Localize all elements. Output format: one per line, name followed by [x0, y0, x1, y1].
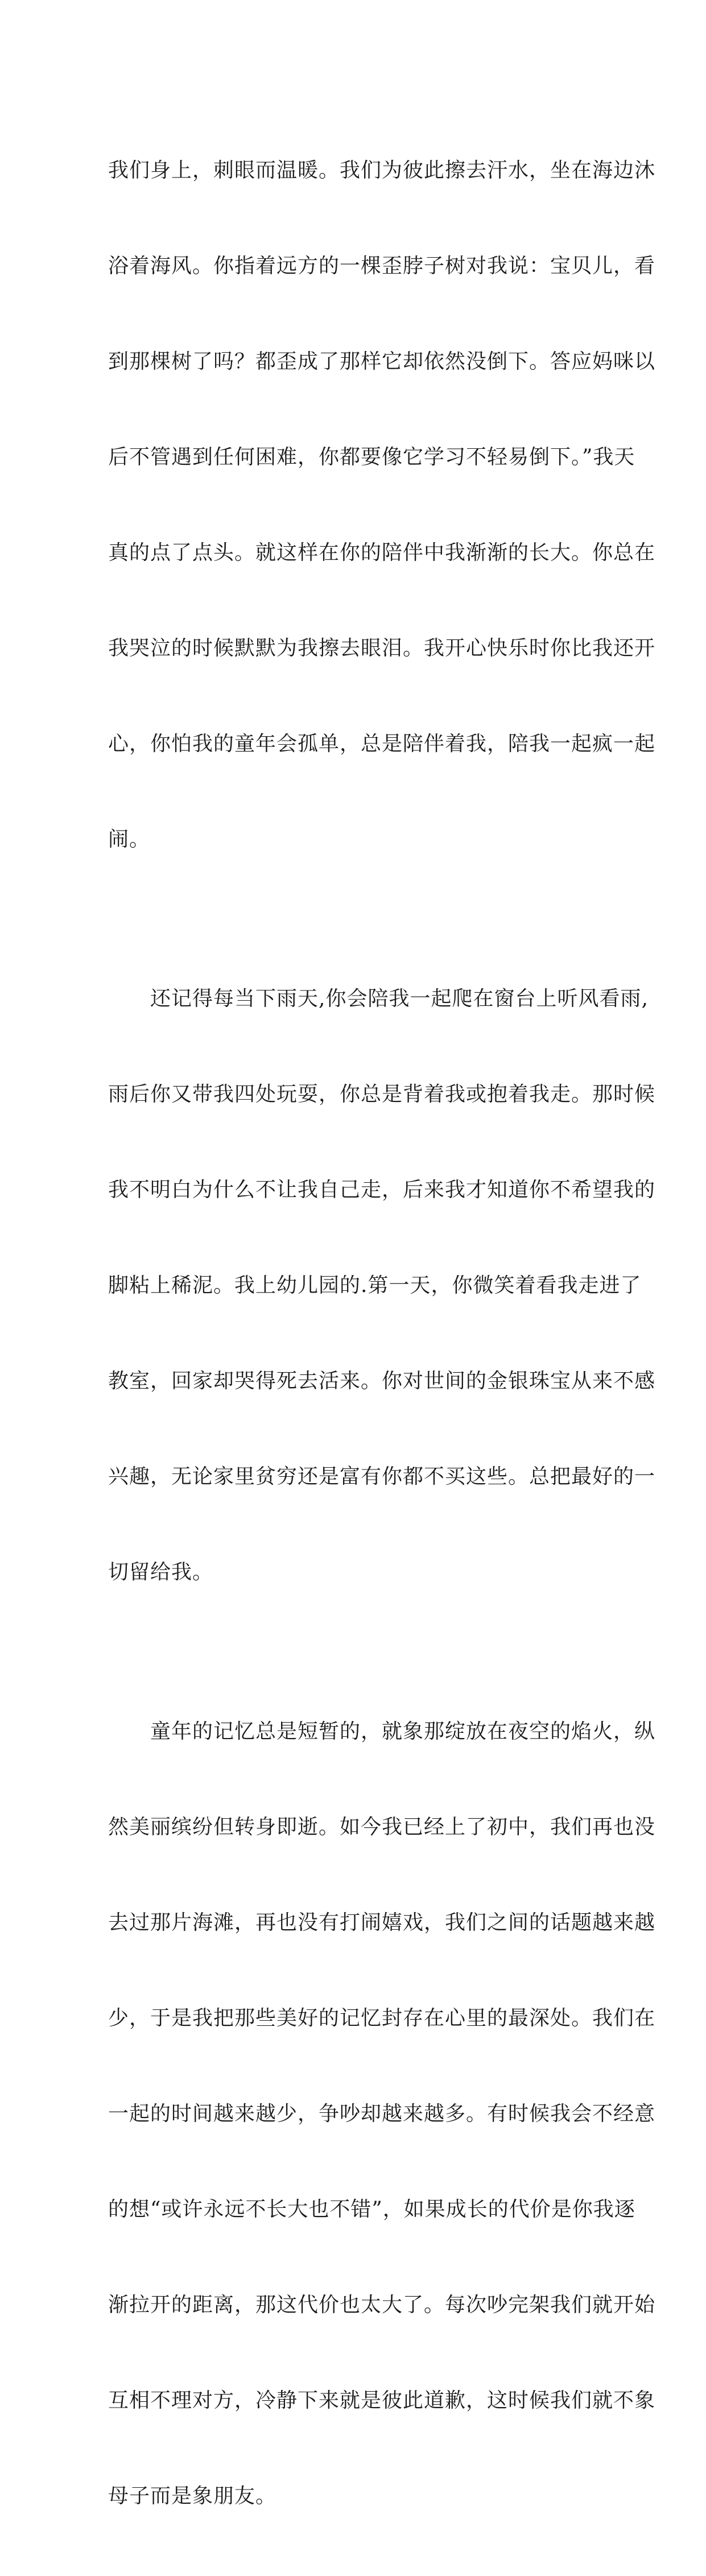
text-line: 我们身上，刺眼而温暖。我们为彼此擦去汗水，坐在海边沐 [108, 159, 656, 182]
text-line: 脚粘上稀泥。我上幼儿园的.第一天，你微笑着看我走进了 [108, 1274, 642, 1297]
text-line: 后不管遇到任何困难，你都要像它学习不轻易倒下。”我天 [108, 445, 635, 469]
text-line: 我哭泣的时候默默为我擦去眼泪。我开心快乐时你比我还开 [108, 637, 656, 660]
text-line: 渐拉开的距离，那这代价也太大了。每次吵完架我们就开始 [108, 2293, 656, 2317]
paragraph-2 [108, 919, 656, 1652]
text-line: 教室，回家却哭得死去活来。你对世间的金银珠宝从来不感 [108, 1369, 656, 1393]
text-line: 兴趣，无论家里贫穷还是富有你都不买这些。总把最好的一 [108, 1465, 656, 1488]
text-line: 心，你怕我的童年会孤单，总是陪伴着我，陪我一起疯一起 [108, 732, 656, 756]
text-line: 还记得每当下雨天,你会陪我一起爬在窗台上听风看雨, [108, 987, 649, 1010]
essay-body [108, 91, 656, 2576]
text-line: 互相不理对方，冷静下来就是彼此道歉，这时候我们就不象 [108, 2389, 656, 2412]
text-line: 切留给我。 [108, 1561, 214, 1584]
text-line: 雨后你又带我四处玩耍，你总是背着我或抱着我走。那时候 [108, 1083, 656, 1106]
paragraph-3 [108, 1652, 656, 2576]
text-line: 的想“或许永远不长大也不错”，如果成长的代价是你我逐 [108, 2198, 635, 2221]
text-line: 母子而是象朋友。 [108, 2484, 277, 2508]
text-line: 少，于是我把那些美好的记忆封存在心里的最深处。我们在 [108, 2007, 656, 2030]
text-line: 童年的记忆总是短暂的，就象那绽放在夜空的焰火，纵 [108, 1720, 656, 1743]
text-line: 真的点了点头。就这样在你的陪伴中我渐渐的长大。你总在 [108, 541, 656, 564]
text-line: 浴着海风。你指着远方的一棵歪脖子树对我说：宝贝儿，看 [108, 254, 656, 278]
text-line: 闹。 [108, 828, 151, 851]
text-line: 然美丽缤纷但转身即逝。如今我已经上了初中，我们再也没 [108, 1815, 656, 1839]
text-line: 去过那片海滩，再也没有打闹嬉戏，我们之间的话题越来越 [108, 1911, 656, 1934]
text-line: 我不明白为什么不让我自己走，后来我才知道你不希望我的 [108, 1178, 656, 1202]
paragraph-1 [108, 91, 656, 919]
text-line: 到那棵树了吗？都歪成了那样它却依然没倒下。答应妈咪以 [108, 350, 656, 373]
text-line: 一起的时间越来越少，争吵却越来越多。有时候我会不经意 [108, 2102, 656, 2125]
